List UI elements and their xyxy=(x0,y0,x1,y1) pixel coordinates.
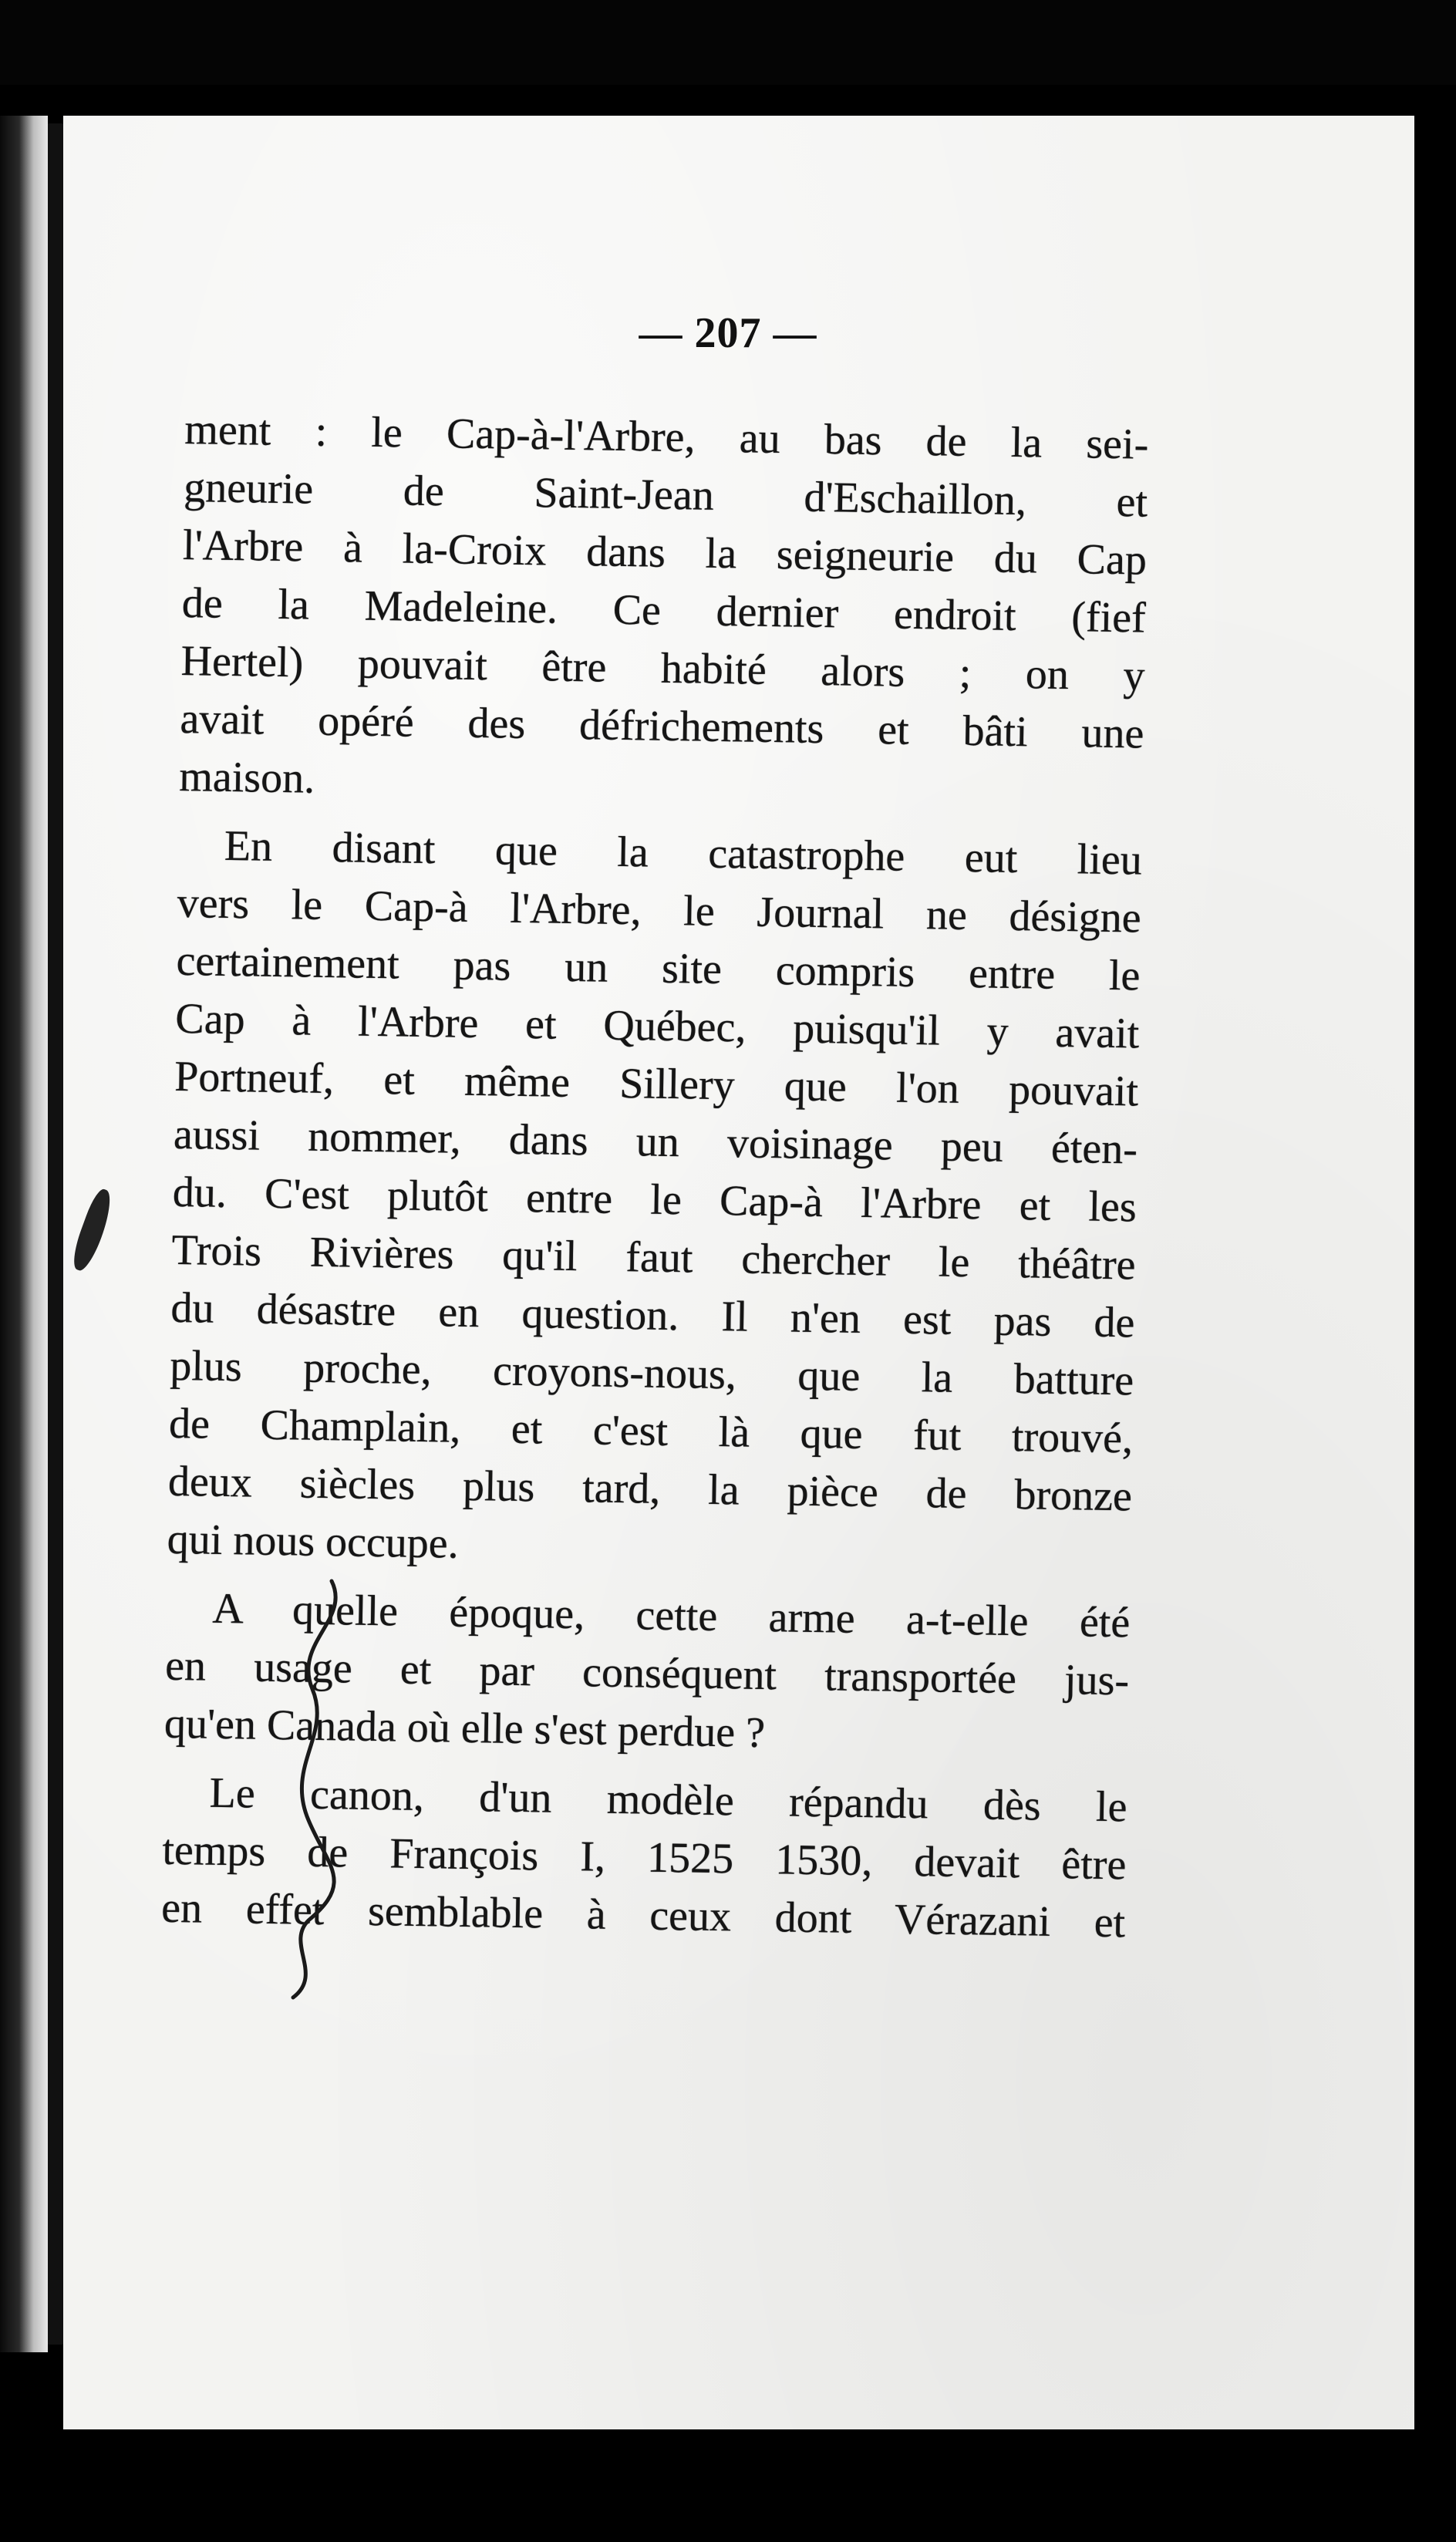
page-number: — 207 — xyxy=(639,309,817,357)
text-line: de Champlain, et c'est là que fut trouvé, xyxy=(168,1399,1134,1463)
scan-left-border xyxy=(0,116,48,2352)
pencil-mark xyxy=(278,1573,370,2005)
text-line: en usage et par conséquent transportée jus- xyxy=(164,1641,1130,1705)
text-line: vers le Cap-à l'Arbre, le Journal ne désigne xyxy=(177,878,1142,942)
text-line: plus proche, croyons-nous, que la batture xyxy=(169,1341,1134,1405)
scan-bottom-border xyxy=(0,2429,1456,2542)
text-line: ment : le Cap-à-l'Arbre, au bas de la sei- xyxy=(184,405,1149,469)
scan-top-border xyxy=(0,0,1456,85)
text-line: l'Arbre à la-Croix dans la seigneurie du Cap xyxy=(182,521,1148,585)
text-line: temps de François I, 1525 1530, devait être xyxy=(161,1826,1127,1890)
text-line: qu'en Canada où elle s'est perdue ? xyxy=(163,1699,766,1758)
text-line: certainement pas un site compris entre le xyxy=(176,936,1141,1000)
paragraph-2 xyxy=(167,817,1142,1584)
scan-right-border xyxy=(1414,108,1456,2542)
text-line: gneurie de Saint-Jean d'Eschaillon, et xyxy=(183,463,1148,527)
paragraph-1 xyxy=(179,401,1149,821)
text-line: maison. xyxy=(178,752,315,803)
text-line: En disant que la catastrophe eut lieu xyxy=(224,821,1143,885)
text-line: A quelle époque, cette arme a-t-elle été xyxy=(211,1584,1131,1647)
text-line: aussi nommer, dans un voisinage peu éten- xyxy=(173,1110,1138,1174)
text-line: Le canon, d'un modèle répandu dès le xyxy=(209,1768,1127,1832)
page-gutter xyxy=(48,123,63,2345)
text-line: Cap à l'Arbre et Québec, puisqu'il y avait xyxy=(174,994,1140,1058)
text-line: deux siècles plus tard, la pièce de bronze xyxy=(167,1457,1133,1521)
text-line: de la Madeleine. Ce dernier endroit (fief xyxy=(181,578,1147,642)
text-line: avait opéré des défrichements et bâti une xyxy=(180,694,1144,758)
text-line: qui nous occupe. xyxy=(167,1515,460,1568)
text-line: en effet semblable à ceux dont Vérazani et xyxy=(160,1883,1126,1947)
text-line: du désastre en question. Il n'en est pas de xyxy=(170,1283,1135,1347)
text-line: Portneuf, et même Sillery que l'on pouvait xyxy=(174,1052,1139,1116)
text-line: Hertel) pouvait être habité alors ; on y xyxy=(180,636,1146,700)
text-line: Trois Rivières qu'il faut chercher le théâtre xyxy=(171,1225,1137,1290)
text-line: du. C'est plutôt entre le Cap-à l'Arbre et les xyxy=(172,1168,1138,1232)
